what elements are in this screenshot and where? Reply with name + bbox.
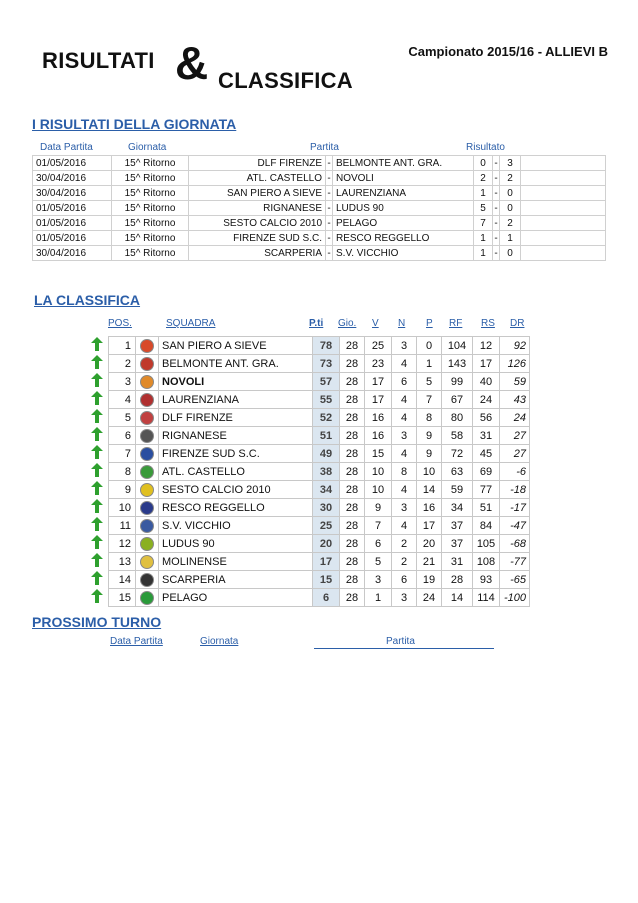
standings-col-rf: RF bbox=[449, 318, 463, 329]
results-table bbox=[32, 155, 606, 261]
standings-section-title: LA CLASSIFICA bbox=[34, 292, 141, 308]
trend-up-arrow-icon bbox=[86, 445, 109, 463]
result-round: 15^ Ritorno bbox=[112, 201, 189, 216]
standings-row bbox=[86, 373, 530, 391]
standing-draws: 6 bbox=[392, 571, 417, 589]
result-hs: 1 bbox=[474, 186, 493, 201]
standing-draws: 3 bbox=[392, 427, 417, 445]
result-row bbox=[33, 231, 606, 246]
standing-position: 6 bbox=[109, 427, 136, 445]
standings-row bbox=[86, 355, 530, 373]
standing-goal-diff: -18 bbox=[500, 481, 530, 499]
result-blank-cell bbox=[521, 246, 606, 261]
results-col-result: Risultato bbox=[466, 142, 505, 153]
standing-goals-against: 69 bbox=[473, 463, 500, 481]
team-logo-icon bbox=[136, 391, 159, 409]
standing-points: 49 bbox=[313, 445, 340, 463]
standing-wins: 3 bbox=[365, 571, 392, 589]
result-row bbox=[33, 156, 606, 171]
trend-up-arrow-icon bbox=[86, 535, 109, 553]
standing-losses: 16 bbox=[417, 499, 442, 517]
standing-goals-for: 143 bbox=[442, 355, 473, 373]
standing-games: 28 bbox=[340, 373, 365, 391]
standing-points: 78 bbox=[313, 337, 340, 355]
standing-goals-for: 37 bbox=[442, 517, 473, 535]
result-as: 3 bbox=[500, 156, 521, 171]
result-blank-cell bbox=[521, 216, 606, 231]
standing-goal-diff: 24 bbox=[500, 409, 530, 427]
result-away: RESCO REGGELLO bbox=[333, 231, 474, 246]
standing-losses: 5 bbox=[417, 373, 442, 391]
standings-col-team: SQUADRA bbox=[166, 318, 216, 329]
standings-col-dr: DR bbox=[510, 318, 525, 329]
standing-draws: 2 bbox=[392, 535, 417, 553]
standing-points: 55 bbox=[313, 391, 340, 409]
result-dash: - bbox=[494, 247, 498, 259]
standing-draws: 3 bbox=[392, 499, 417, 517]
result-date: 30/04/2016 bbox=[33, 186, 112, 201]
standings-row bbox=[86, 571, 530, 589]
result-date: 01/05/2016 bbox=[33, 216, 112, 231]
result-home: ATL. CASTELLO bbox=[189, 171, 326, 186]
result-round: 15^ Ritorno bbox=[112, 171, 189, 186]
result-date: 30/04/2016 bbox=[33, 246, 112, 261]
standings-col-rs: RS bbox=[481, 318, 495, 329]
team-logo-icon bbox=[136, 499, 159, 517]
result-row bbox=[33, 216, 606, 231]
standing-goal-diff: -68 bbox=[500, 535, 530, 553]
result-blank-cell bbox=[521, 171, 606, 186]
standing-goals-for: 31 bbox=[442, 553, 473, 571]
standing-losses: 7 bbox=[417, 391, 442, 409]
standing-position: 10 bbox=[109, 499, 136, 517]
standing-goals-for: 72 bbox=[442, 445, 473, 463]
standing-points: 30 bbox=[313, 499, 340, 517]
standings-col-pts: P.ti bbox=[309, 318, 324, 329]
result-hs: 1 bbox=[474, 231, 493, 246]
standing-wins: 17 bbox=[365, 391, 392, 409]
standing-goals-against: 93 bbox=[473, 571, 500, 589]
standing-points: 51 bbox=[313, 427, 340, 445]
standing-goal-diff: -6 bbox=[500, 463, 530, 481]
standing-goal-diff: 27 bbox=[500, 445, 530, 463]
results-section-title: I RISULTATI DELLA GIORNATA bbox=[32, 116, 237, 132]
standing-goals-for: 28 bbox=[442, 571, 473, 589]
standing-team: RIGNANESE bbox=[159, 427, 313, 445]
standing-position: 8 bbox=[109, 463, 136, 481]
result-round: 15^ Ritorno bbox=[112, 156, 189, 171]
team-logo-icon bbox=[136, 589, 159, 607]
standing-goal-diff: -47 bbox=[500, 517, 530, 535]
title-ampersand: & bbox=[175, 37, 209, 89]
result-away: LAURENZIANA bbox=[333, 186, 474, 201]
result-dash: - bbox=[327, 247, 331, 259]
standing-goals-for: 58 bbox=[442, 427, 473, 445]
standing-position: 12 bbox=[109, 535, 136, 553]
standing-position: 14 bbox=[109, 571, 136, 589]
campionato-label: Campionato 2015/16 - ALLIEVI B bbox=[408, 44, 608, 59]
standing-goals-for: 67 bbox=[442, 391, 473, 409]
standing-losses: 0 bbox=[417, 337, 442, 355]
standing-draws: 8 bbox=[392, 463, 417, 481]
standing-wins: 15 bbox=[365, 445, 392, 463]
standing-losses: 19 bbox=[417, 571, 442, 589]
standing-games: 28 bbox=[340, 535, 365, 553]
standings-row bbox=[86, 553, 530, 571]
standing-goals-against: 12 bbox=[473, 337, 500, 355]
standing-team: RESCO REGGELLO bbox=[159, 499, 313, 517]
standing-position: 13 bbox=[109, 553, 136, 571]
standings-col-gio: Gio. bbox=[338, 318, 357, 329]
result-blank-cell bbox=[521, 186, 606, 201]
standing-draws: 4 bbox=[392, 409, 417, 427]
standing-team: S.V. VICCHIO bbox=[159, 517, 313, 535]
result-home: SESTO CALCIO 2010 bbox=[189, 216, 326, 231]
standing-draws: 4 bbox=[392, 517, 417, 535]
standing-points: 73 bbox=[313, 355, 340, 373]
result-dash: - bbox=[327, 172, 331, 184]
result-dash: - bbox=[494, 232, 498, 244]
next-col-round: Giornata bbox=[200, 636, 239, 647]
standing-points: 25 bbox=[313, 517, 340, 535]
result-home: SAN PIERO A SIEVE bbox=[189, 186, 326, 201]
standing-goal-diff: -77 bbox=[500, 553, 530, 571]
standing-position: 4 bbox=[109, 391, 136, 409]
standing-goals-for: 104 bbox=[442, 337, 473, 355]
standing-position: 2 bbox=[109, 355, 136, 373]
standings-row bbox=[86, 445, 530, 463]
standing-wins: 6 bbox=[365, 535, 392, 553]
standing-games: 28 bbox=[340, 409, 365, 427]
standing-goals-for: 63 bbox=[442, 463, 473, 481]
standing-games: 28 bbox=[340, 391, 365, 409]
standing-wins: 16 bbox=[365, 427, 392, 445]
standings-row bbox=[86, 337, 530, 355]
standings-row bbox=[86, 427, 530, 445]
result-dash: - bbox=[494, 172, 498, 184]
result-away: LUDUS 90 bbox=[333, 201, 474, 216]
standing-points: 15 bbox=[313, 571, 340, 589]
trend-up-arrow-icon bbox=[86, 427, 109, 445]
standing-games: 28 bbox=[340, 355, 365, 373]
result-hs: 1 bbox=[474, 246, 493, 261]
result-dash: - bbox=[327, 202, 331, 214]
standing-goals-against: 84 bbox=[473, 517, 500, 535]
result-row bbox=[33, 186, 606, 201]
standing-goals-against: 105 bbox=[473, 535, 500, 553]
standing-position: 3 bbox=[109, 373, 136, 391]
standing-wins: 10 bbox=[365, 481, 392, 499]
result-hs: 7 bbox=[474, 216, 493, 231]
results-col-round: Giornata bbox=[128, 142, 167, 153]
standing-draws: 4 bbox=[392, 391, 417, 409]
standing-goals-against: 114 bbox=[473, 589, 500, 607]
standing-games: 28 bbox=[340, 463, 365, 481]
team-logo-icon bbox=[136, 427, 159, 445]
result-hs: 2 bbox=[474, 171, 493, 186]
standing-draws: 3 bbox=[392, 589, 417, 607]
team-logo-icon bbox=[136, 571, 159, 589]
result-round: 15^ Ritorno bbox=[112, 216, 189, 231]
team-logo-icon bbox=[136, 445, 159, 463]
standings-row bbox=[86, 535, 530, 553]
result-as: 0 bbox=[500, 201, 521, 216]
standing-goal-diff: 43 bbox=[500, 391, 530, 409]
standing-losses: 24 bbox=[417, 589, 442, 607]
standing-games: 28 bbox=[340, 571, 365, 589]
standing-team: SCARPERIA bbox=[159, 571, 313, 589]
standing-goals-for: 99 bbox=[442, 373, 473, 391]
standing-wins: 16 bbox=[365, 409, 392, 427]
standing-team: ATL. CASTELLO bbox=[159, 463, 313, 481]
standing-team: DLF FIRENZE bbox=[159, 409, 313, 427]
standing-goals-against: 31 bbox=[473, 427, 500, 445]
standing-losses: 8 bbox=[417, 409, 442, 427]
result-row bbox=[33, 246, 606, 261]
standing-team: NOVOLI bbox=[159, 373, 313, 391]
standing-points: 52 bbox=[313, 409, 340, 427]
standings-row bbox=[86, 409, 530, 427]
trend-up-arrow-icon bbox=[86, 517, 109, 535]
standing-team: LUDUS 90 bbox=[159, 535, 313, 553]
result-dash: - bbox=[494, 187, 498, 199]
standing-wins: 9 bbox=[365, 499, 392, 517]
standing-games: 28 bbox=[340, 517, 365, 535]
standing-goals-against: 40 bbox=[473, 373, 500, 391]
title-classifica: CLASSIFICA bbox=[218, 68, 353, 93]
result-hs: 0 bbox=[474, 156, 493, 171]
standing-team: LAURENZIANA bbox=[159, 391, 313, 409]
standing-games: 28 bbox=[340, 499, 365, 517]
standing-wins: 25 bbox=[365, 337, 392, 355]
standing-points: 6 bbox=[313, 589, 340, 607]
standing-goals-for: 80 bbox=[442, 409, 473, 427]
team-logo-icon bbox=[136, 481, 159, 499]
standing-wins: 23 bbox=[365, 355, 392, 373]
trend-up-arrow-icon bbox=[86, 553, 109, 571]
standing-goal-diff: 92 bbox=[500, 337, 530, 355]
standings-col-n: N bbox=[398, 318, 406, 329]
result-away: PELAGO bbox=[333, 216, 474, 231]
trend-up-arrow-icon bbox=[86, 337, 109, 355]
standings-row bbox=[86, 589, 530, 607]
next-section-title: PROSSIMO TURNO bbox=[32, 614, 162, 630]
result-date: 01/05/2016 bbox=[33, 201, 112, 216]
result-hs: 5 bbox=[474, 201, 493, 216]
standing-points: 17 bbox=[313, 553, 340, 571]
team-logo-icon bbox=[136, 355, 159, 373]
standing-losses: 20 bbox=[417, 535, 442, 553]
result-as: 2 bbox=[500, 171, 521, 186]
team-logo-icon bbox=[136, 409, 159, 427]
standing-wins: 17 bbox=[365, 373, 392, 391]
results-col-match: Partita bbox=[310, 142, 339, 153]
standing-goals-against: 17 bbox=[473, 355, 500, 373]
standing-points: 38 bbox=[313, 463, 340, 481]
trend-up-arrow-icon bbox=[86, 373, 109, 391]
result-away: NOVOLI bbox=[333, 171, 474, 186]
title-risultati: RISULTATI bbox=[42, 48, 155, 73]
standings-row bbox=[86, 391, 530, 409]
standing-games: 28 bbox=[340, 427, 365, 445]
trend-up-arrow-icon bbox=[86, 409, 109, 427]
standing-draws: 6 bbox=[392, 373, 417, 391]
standing-team: PELAGO bbox=[159, 589, 313, 607]
standing-wins: 7 bbox=[365, 517, 392, 535]
next-match-underline bbox=[314, 648, 494, 649]
result-dash: - bbox=[327, 157, 331, 169]
standing-points: 57 bbox=[313, 373, 340, 391]
result-away: BELMONTE ANT. GRA. bbox=[333, 156, 474, 171]
standing-team: FIRENZE SUD S.C. bbox=[159, 445, 313, 463]
result-home: FIRENZE SUD S.C. bbox=[189, 231, 326, 246]
standing-position: 5 bbox=[109, 409, 136, 427]
standing-points: 34 bbox=[313, 481, 340, 499]
standing-goals-against: 77 bbox=[473, 481, 500, 499]
trend-up-arrow-icon bbox=[86, 499, 109, 517]
standing-draws: 4 bbox=[392, 355, 417, 373]
standing-games: 28 bbox=[340, 337, 365, 355]
result-dash: - bbox=[327, 217, 331, 229]
result-row bbox=[33, 201, 606, 216]
standing-goals-against: 24 bbox=[473, 391, 500, 409]
standing-goal-diff: 59 bbox=[500, 373, 530, 391]
next-col-date: Data Partita bbox=[110, 636, 163, 647]
standings-row bbox=[86, 463, 530, 481]
standing-losses: 14 bbox=[417, 481, 442, 499]
standing-goals-against: 45 bbox=[473, 445, 500, 463]
result-home: DLF FIRENZE bbox=[189, 156, 326, 171]
result-blank-cell bbox=[521, 231, 606, 246]
standing-goals-for: 34 bbox=[442, 499, 473, 517]
team-logo-icon bbox=[136, 337, 159, 355]
standing-position: 15 bbox=[109, 589, 136, 607]
standing-team: SESTO CALCIO 2010 bbox=[159, 481, 313, 499]
standings-col-v: V bbox=[372, 318, 379, 329]
standing-goal-diff: -65 bbox=[500, 571, 530, 589]
standing-draws: 4 bbox=[392, 481, 417, 499]
trend-up-arrow-icon bbox=[86, 589, 109, 607]
result-home: SCARPERIA bbox=[189, 246, 326, 261]
standing-team: MOLINENSE bbox=[159, 553, 313, 571]
result-as: 0 bbox=[500, 186, 521, 201]
standing-goal-diff: -100 bbox=[500, 589, 530, 607]
standing-losses: 9 bbox=[417, 427, 442, 445]
standing-position: 7 bbox=[109, 445, 136, 463]
result-round: 15^ Ritorno bbox=[112, 246, 189, 261]
results-table-wrap bbox=[32, 155, 606, 261]
standing-position: 9 bbox=[109, 481, 136, 499]
standing-losses: 10 bbox=[417, 463, 442, 481]
standing-wins: 1 bbox=[365, 589, 392, 607]
trend-up-arrow-icon bbox=[86, 481, 109, 499]
trend-up-arrow-icon bbox=[86, 355, 109, 373]
team-logo-icon bbox=[136, 463, 159, 481]
standing-wins: 5 bbox=[365, 553, 392, 571]
result-date: 30/04/2016 bbox=[33, 171, 112, 186]
trend-up-arrow-icon bbox=[86, 571, 109, 589]
standings-row bbox=[86, 481, 530, 499]
standing-goals-for: 59 bbox=[442, 481, 473, 499]
standing-draws: 2 bbox=[392, 553, 417, 571]
standing-wins: 10 bbox=[365, 463, 392, 481]
result-row bbox=[33, 171, 606, 186]
standing-position: 1 bbox=[109, 337, 136, 355]
standing-draws: 3 bbox=[392, 337, 417, 355]
result-round: 15^ Ritorno bbox=[112, 231, 189, 246]
result-date: 01/05/2016 bbox=[33, 231, 112, 246]
team-logo-icon bbox=[136, 373, 159, 391]
trend-up-arrow-icon bbox=[86, 391, 109, 409]
result-dash: - bbox=[327, 187, 331, 199]
trend-up-arrow-icon bbox=[86, 463, 109, 481]
result-as: 1 bbox=[500, 231, 521, 246]
result-dash: - bbox=[494, 157, 498, 169]
result-round: 15^ Ritorno bbox=[112, 186, 189, 201]
standings-col-p: P bbox=[426, 318, 433, 329]
result-blank-cell bbox=[521, 156, 606, 171]
next-col-match: Partita bbox=[386, 636, 415, 647]
standing-losses: 17 bbox=[417, 517, 442, 535]
standings-row bbox=[86, 517, 530, 535]
standing-goals-for: 37 bbox=[442, 535, 473, 553]
standing-goals-against: 51 bbox=[473, 499, 500, 517]
standing-team: BELMONTE ANT. GRA. bbox=[159, 355, 313, 373]
result-as: 0 bbox=[500, 246, 521, 261]
standing-goals-against: 56 bbox=[473, 409, 500, 427]
standing-goal-diff: 126 bbox=[500, 355, 530, 373]
team-logo-icon bbox=[136, 553, 159, 571]
result-away: S.V. VICCHIO bbox=[333, 246, 474, 261]
standing-games: 28 bbox=[340, 553, 365, 571]
standing-goals-for: 14 bbox=[442, 589, 473, 607]
team-logo-icon bbox=[136, 535, 159, 553]
result-blank-cell bbox=[521, 201, 606, 216]
standing-goal-diff: -17 bbox=[500, 499, 530, 517]
standing-losses: 9 bbox=[417, 445, 442, 463]
standing-games: 28 bbox=[340, 589, 365, 607]
standing-goals-against: 108 bbox=[473, 553, 500, 571]
standings-row bbox=[86, 499, 530, 517]
standings-table bbox=[86, 336, 530, 607]
standing-draws: 4 bbox=[392, 445, 417, 463]
results-col-date: Data Partita bbox=[40, 142, 93, 153]
standings-col-pos: POS. bbox=[108, 318, 132, 329]
result-as: 2 bbox=[500, 216, 521, 231]
result-dash: - bbox=[327, 232, 331, 244]
standing-games: 28 bbox=[340, 445, 365, 463]
standing-losses: 21 bbox=[417, 553, 442, 571]
result-dash: - bbox=[494, 217, 498, 229]
result-date: 01/05/2016 bbox=[33, 156, 112, 171]
result-dash: - bbox=[494, 202, 498, 214]
standing-goal-diff: 27 bbox=[500, 427, 530, 445]
standing-position: 11 bbox=[109, 517, 136, 535]
result-home: RIGNANESE bbox=[189, 201, 326, 216]
standing-team: SAN PIERO A SIEVE bbox=[159, 337, 313, 355]
standing-games: 28 bbox=[340, 481, 365, 499]
standing-points: 20 bbox=[313, 535, 340, 553]
team-logo-icon bbox=[136, 517, 159, 535]
standing-losses: 1 bbox=[417, 355, 442, 373]
